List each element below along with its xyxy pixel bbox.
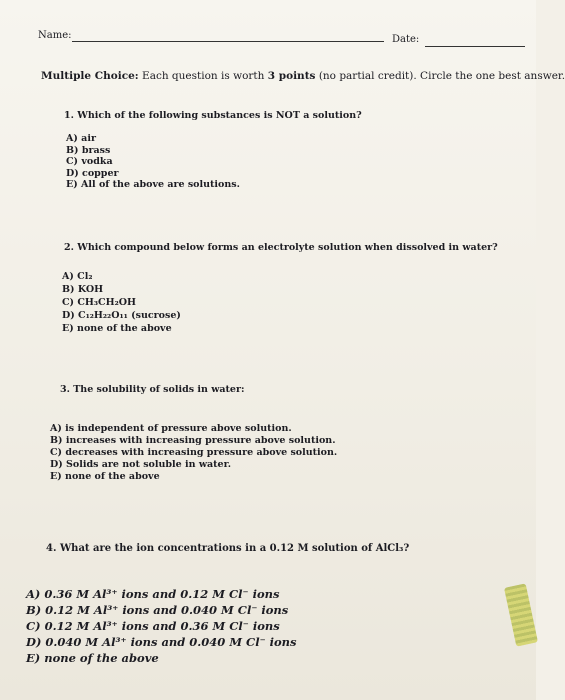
option-d[interactable]: D) 0.040 M Al³⁺ ions and 0.040 M Cl⁻ ions bbox=[26, 635, 297, 649]
instructions-bold: Multiple Choice: bbox=[41, 70, 139, 82]
option-e[interactable]: E) none of the above bbox=[50, 471, 160, 482]
option-b[interactable]: B) KOH bbox=[62, 284, 104, 295]
instructions-points: 3 points bbox=[267, 70, 316, 82]
option-b[interactable]: B) 0.12 M Al³⁺ ions and 0.040 M Cl⁻ ions bbox=[26, 603, 289, 617]
option-b[interactable]: B) increases with increasing pressure above solution. bbox=[50, 435, 336, 446]
question-text: Which of the following substances is NOT a solution? bbox=[77, 110, 362, 121]
option-a[interactable]: A) is independent of pressure above solution. bbox=[50, 423, 292, 434]
highlighter-marker bbox=[504, 583, 538, 646]
name-label: Name: bbox=[38, 30, 72, 41]
question-number: 3. bbox=[60, 384, 70, 395]
option-c[interactable]: C) 0.12 M Al³⁺ ions and 0.36 M Cl⁻ ions bbox=[26, 619, 280, 633]
name-line bbox=[72, 41, 384, 42]
question-3 bbox=[60, 384, 244, 395]
option-e[interactable]: E) All of the above are solutions. bbox=[66, 179, 240, 190]
option-c[interactable]: C) decreases with increasing pressure above solution. bbox=[50, 447, 338, 458]
question-text: Which compound below forms an electrolyte solution when dissolved in water? bbox=[77, 242, 498, 253]
option-d[interactable]: D) C₁₂H₂₂O₁₁ (sucrose) bbox=[62, 310, 181, 321]
option-a[interactable]: A) 0.36 M Al³⁺ ions and 0.12 M Cl⁻ ions bbox=[26, 587, 280, 601]
option-e[interactable]: E) none of the above bbox=[26, 651, 159, 665]
option-b[interactable]: B) brass bbox=[66, 144, 111, 156]
question-1 bbox=[64, 110, 362, 121]
option-c[interactable]: C) CH₃CH₂OH bbox=[62, 297, 137, 308]
question-2 bbox=[64, 242, 498, 253]
question-number: 2. bbox=[64, 242, 74, 253]
option-d[interactable]: D) Solids are not soluble in water. bbox=[50, 459, 232, 470]
option-e[interactable]: E) none of the above bbox=[62, 323, 172, 334]
question-4-options bbox=[26, 586, 297, 666]
option-a[interactable]: A) air bbox=[66, 133, 96, 144]
question-1-options bbox=[66, 133, 240, 191]
instructions-rest: (no partial credit). Circle the one best answer. bbox=[318, 70, 565, 82]
question-text: What are the ion concentrations in a 0.12 M solution of AlCl₃? bbox=[59, 543, 410, 554]
question-text: The solubility of solids in water: bbox=[73, 384, 245, 395]
question-number: 1. bbox=[64, 110, 74, 121]
option-d[interactable]: D) copper bbox=[66, 167, 119, 179]
instructions bbox=[41, 70, 565, 82]
question-4 bbox=[46, 543, 409, 554]
question-3-options bbox=[50, 423, 337, 483]
option-a[interactable]: A) Cl₂ bbox=[62, 271, 93, 282]
option-c[interactable]: C) vodka bbox=[66, 156, 113, 167]
question-2-options bbox=[62, 270, 181, 335]
date-label: Date: bbox=[392, 34, 420, 45]
instructions-text: Each question is worth bbox=[142, 70, 265, 82]
question-number: 4. bbox=[46, 543, 57, 554]
date-line bbox=[425, 46, 525, 47]
